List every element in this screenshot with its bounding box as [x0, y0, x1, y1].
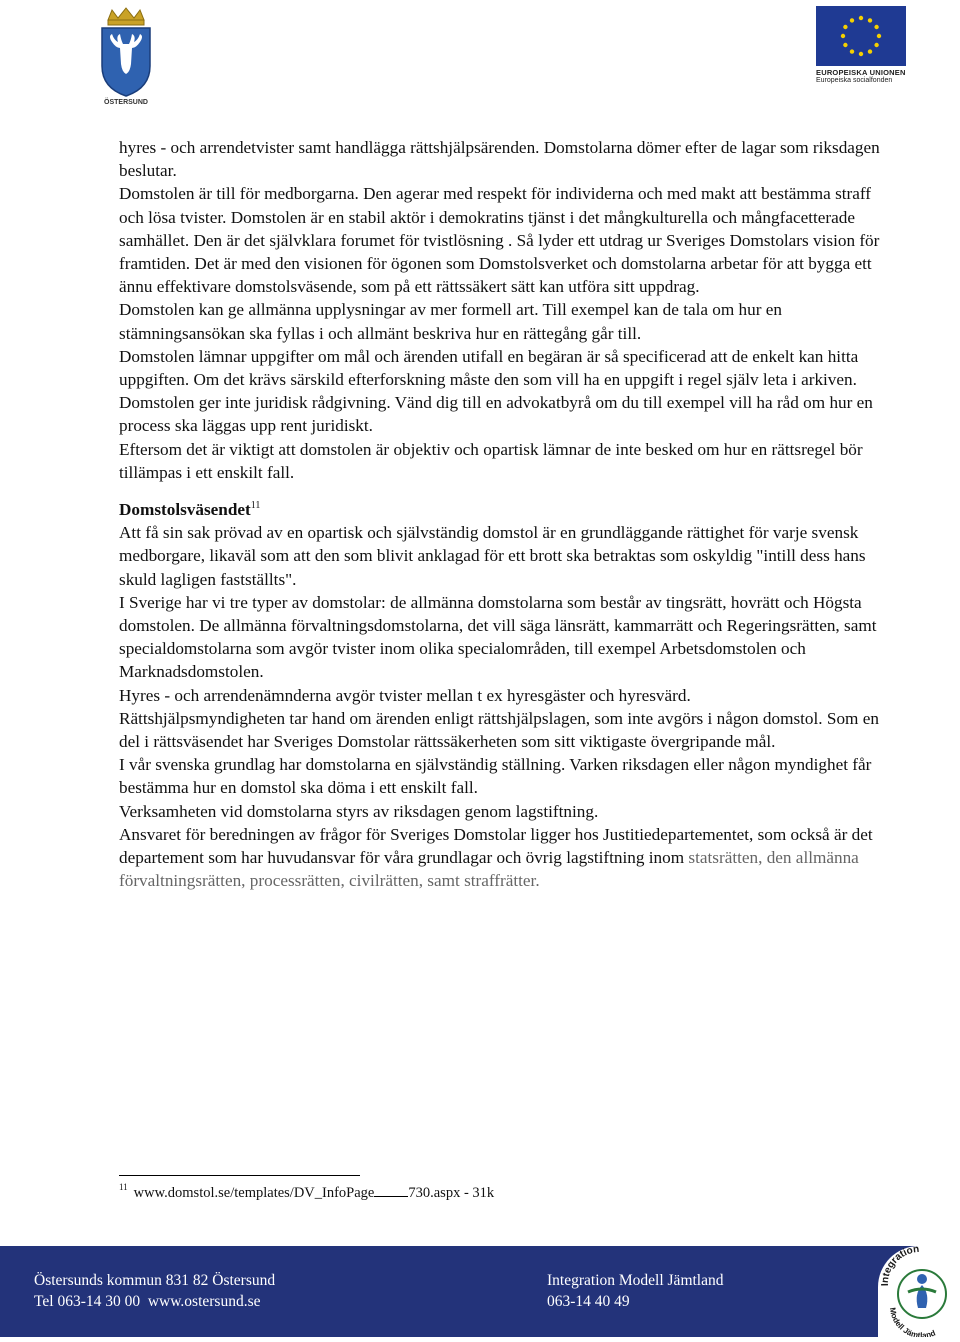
eu-caption-1: EUROPEISKA UNIONEN	[816, 68, 906, 77]
footer-contact-left	[34, 1270, 275, 1312]
footer-project-phone: 063-14 40 49	[547, 1293, 630, 1310]
footnote-url-end: 730.aspx - 31k	[408, 1185, 495, 1201]
paragraph: Verksamheten vid domstolarna styrs av riksdagen genom lagstiftning.	[119, 801, 599, 821]
footer-contact-right	[547, 1270, 724, 1312]
eu-logo	[814, 4, 910, 90]
paragraph: Att få sin sak prövad av en opartisk och självständig domstol är en grundläggande rättighet för varje svensk medborgare, likaväl som att den som blivit anklagad för ett brott ska betraktas som oskyldig "intill dess hans skuld lagligen fastställts".	[119, 523, 866, 589]
paragraph: I Sverige har vi tre typer av domstolar: de allmänna domstolarna som består av tingsrätt, hovrätt och Högsta domstolen. De allmänna förvaltningsdomstolarna, det vill säga länsrätt, kammarrätt och Regeringsrätten, samt specialdomstolarna som avgör tvister inom olika specialområden, till exempel Arbetsdomstolen och Marknadsdomstolen.	[119, 592, 877, 682]
footnote-reference[interactable]: 11	[250, 500, 261, 512]
document-body	[119, 136, 889, 893]
footer-address: Östersunds kommun 831 82 Östersund	[34, 1272, 276, 1289]
svg-text:Modell Jämtland	[888, 1307, 937, 1337]
page-footer	[0, 1246, 960, 1337]
paragraph: Rättshjälpsmyndigheten tar hand om ärenden enligt rättshjälpslagen, som inte avgörs i någon domstol. Som en del i rättsväsendet har Sveriges Domstolar rättssäkerheten som sitt viktigaste övergripande mål.	[119, 708, 879, 752]
paragraph: Domstolen är till för medborgarna. Den agerar med respekt för individerna och med makt att bestämma straff och lösa tvister. Domstolen är en stabil aktör i demokratins tjänst i det mångkulturella och mångfacetterade samhället. Den är det självklara forumet för tvistlösning . Så lyder ett utdrag ur Sveriges Domstolars vision för framtiden. Det är med den visionen för ögonen som Domstolsverket och domstolarna arbetar för att bygga ett ännu effektivare domstolsväsende, som på ett rättssäkert sätt kan utföra sitt uppdrag.	[119, 184, 880, 297]
footnote	[119, 1184, 494, 1202]
paragraph	[119, 823, 889, 893]
paragraph: Hyres - och arrendenämnderna avgör tvister mellan t ex hyresgäster och hyresvärd.	[119, 685, 691, 705]
integration-logo	[878, 1246, 960, 1337]
paragraph: I vår svenska grundlag har domstolarna en självständig ställning. Varken riksdagen eller någon myndighet får bestämma hur en domstol ska döma i ett enskilt fall.	[119, 755, 872, 798]
footnote-url-start: www.domstol.se/templates/DV_InfoPage	[133, 1185, 375, 1201]
footnote-separator	[119, 1175, 360, 1176]
crest-caption: ÖSTERSUND	[104, 99, 148, 106]
eu-flag-icon	[816, 6, 906, 66]
integration-logo-bottom-text: Modell Jämtland	[887, 1306, 937, 1337]
paragraph-grey-text: statsrätten, den allmänna förvaltningsrätten, processrätten, civilrätten, samt straffrätter.	[119, 848, 859, 891]
paragraph: Domstolen kan ge allmänna upplysningar av mer formell art. Till exempel kan de tala om hur en stämningsansökan ska fyllas i och allmänt beskriva hur en rättegång går till.	[119, 300, 782, 343]
paragraph: Eftersom det är viktigt att domstolen är objektiv och opartisk lämnar de inte besked om hur en rättsregel bör tillämpas i ett enskilt fall.	[119, 439, 863, 482]
footer-project-name: Integration Modell Jämtland	[547, 1272, 724, 1289]
eu-caption-2: Europeiska socialfonden	[816, 77, 893, 84]
svg-text:Integration	[880, 1246, 920, 1286]
paragraph: Domstolen lämnar uppgifter om mål och ärenden utifall en begäran är så specificerad att de enkelt kan hitta uppgiften. Om det krävs särskild efterforskning måste den som vill ha en uppgift i regel själv leta i arkiven.	[119, 346, 859, 390]
footnote-number: 11	[119, 1182, 128, 1192]
ostersund-crest-logo	[94, 6, 158, 106]
integration-logo-top-text: Integration	[879, 1246, 920, 1287]
paragraph: hyres - och arrendetvister samt handlägga rättshjälpsärenden. Domstolarna dömer efter de lagar som riksdagen beslutar.	[119, 138, 880, 181]
footer-phone-web: Tel 063-14 30 00 www.ostersund.se	[34, 1293, 261, 1310]
paragraph: Domstolen ger inte juridisk rådgivning. Vänd dig till en advokatbyrå om du till exempel vill ha råd om hur en process ska läggas upp rent juridiskt.	[119, 393, 873, 436]
paragraph-text: Ansvaret för beredningen av frågor för Sveriges Domstolar ligger hos Justitiedepartementet, som också är det departement som har huvudansvar för våra grundlagar och övrig lagstiftning inom	[119, 824, 873, 868]
footnote-underscore	[374, 1184, 408, 1197]
section-heading-text: Domstolsväsendet	[119, 500, 251, 520]
section-heading	[119, 498, 889, 521]
